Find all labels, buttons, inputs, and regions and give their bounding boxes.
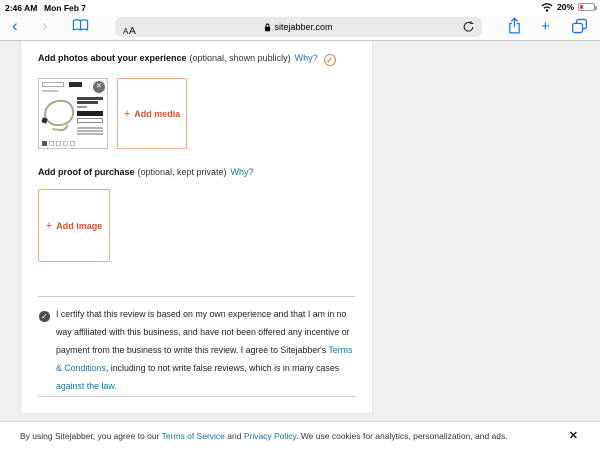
lock-icon — [264, 23, 271, 32]
add-media-label: Add media — [134, 108, 181, 119]
cookie-banner — [0, 421, 600, 450]
certify-checkbox[interactable]: ✓ — [39, 311, 50, 322]
url-text: sitejabber.com — [274, 22, 333, 32]
url-display — [115, 17, 482, 37]
photos-title-subtitle: (optional, shown publicly) — [189, 53, 291, 63]
footer-text-before: By using Sitejabber, you agree to our — [20, 431, 162, 441]
thumb-gallery-strip — [42, 141, 75, 146]
thumb-header-block — [69, 82, 82, 87]
thumb-breadcrumb-line — [42, 90, 58, 92]
tabs-overview-icon[interactable] — [571, 18, 588, 34]
footer-text-and: and — [224, 431, 244, 441]
photos-title-text: Add photos about your experience — [38, 53, 187, 63]
address-bar[interactable] — [115, 17, 482, 37]
status-right-cluster — [541, 2, 595, 12]
share-icon[interactable] — [507, 17, 522, 35]
back-icon[interactable]: ‹ — [12, 16, 18, 35]
bookmarks-icon[interactable] — [72, 18, 89, 32]
add-image-label: Add image — [56, 220, 103, 231]
plus-icon: + — [45, 219, 53, 232]
thumb-cord-tail — [52, 123, 69, 132]
thumb-secondary-button — [77, 118, 103, 123]
page-background — [0, 41, 600, 421]
remove-photo-icon[interactable]: ✕ — [93, 81, 105, 93]
uploaded-photo-thumbnail[interactable] — [38, 78, 108, 149]
privacy-policy-link[interactable]: Privacy Policy — [243, 431, 297, 441]
proof-why-link[interactable]: Why? — [230, 167, 254, 177]
battery-percent: 20% — [556, 2, 574, 12]
thumb-price-line — [77, 106, 87, 108]
thumb-text-line — [77, 127, 103, 129]
proof-title-text: Add proof of purchase — [38, 167, 135, 177]
battery-icon — [578, 3, 595, 11]
thumb-buy-button — [77, 111, 103, 116]
divider — [38, 296, 355, 297]
photos-section-title — [38, 53, 336, 66]
plus-icon: + — [123, 107, 131, 120]
proof-title-subtitle: (optional, kept private) — [137, 167, 227, 177]
cookie-banner-text — [20, 431, 508, 441]
proof-section-title — [38, 167, 254, 177]
thumb-title-line — [77, 101, 98, 104]
thumb-text-line — [77, 133, 103, 135]
close-banner-icon[interactable]: ✕ — [568, 430, 578, 442]
footer-text-after: . We use cookies for analytics, personalization, and ads. — [296, 431, 508, 441]
divider — [38, 396, 355, 397]
wifi-icon — [541, 3, 553, 12]
thumb-cord-clasp — [41, 117, 47, 123]
thumb-title-line — [77, 97, 103, 100]
thumb-text-line — [77, 130, 103, 132]
add-image-button[interactable] — [38, 189, 110, 262]
terms-of-service-link[interactable]: Terms of Service — [161, 431, 225, 441]
certify-text-middle: , including to not write false reviews, which is in many cases — [105, 363, 340, 373]
terms-conditions-link[interactable]: Terms & Conditions — [56, 345, 353, 373]
thumb-searchbox — [42, 82, 64, 87]
certify-statement — [56, 305, 356, 395]
certify-text-before: I certify that this review is based on my own experience and that I am in no way affiliated with this business, and have not been offered any incentive or payment from the business to write this review. I agree to Sitejabber's — [56, 309, 350, 355]
photos-why-link[interactable]: Why? — [294, 53, 318, 63]
status-bar — [0, 0, 600, 14]
status-time: 2:46 AM — [5, 3, 38, 13]
reader-view-button[interactable]: AA — [123, 25, 137, 37]
review-form-card — [20, 41, 373, 414]
forward-icon[interactable]: › — [42, 16, 48, 35]
against-the-law-link[interactable]: against the law. — [56, 381, 117, 391]
safari-toolbar — [0, 14, 600, 41]
verified-check-icon: ✓ — [324, 54, 336, 66]
add-media-button[interactable] — [117, 78, 187, 149]
refresh-icon[interactable] — [462, 20, 475, 34]
new-tab-icon[interactable]: + — [541, 18, 550, 35]
status-date: Mon Feb 7 — [44, 3, 87, 13]
